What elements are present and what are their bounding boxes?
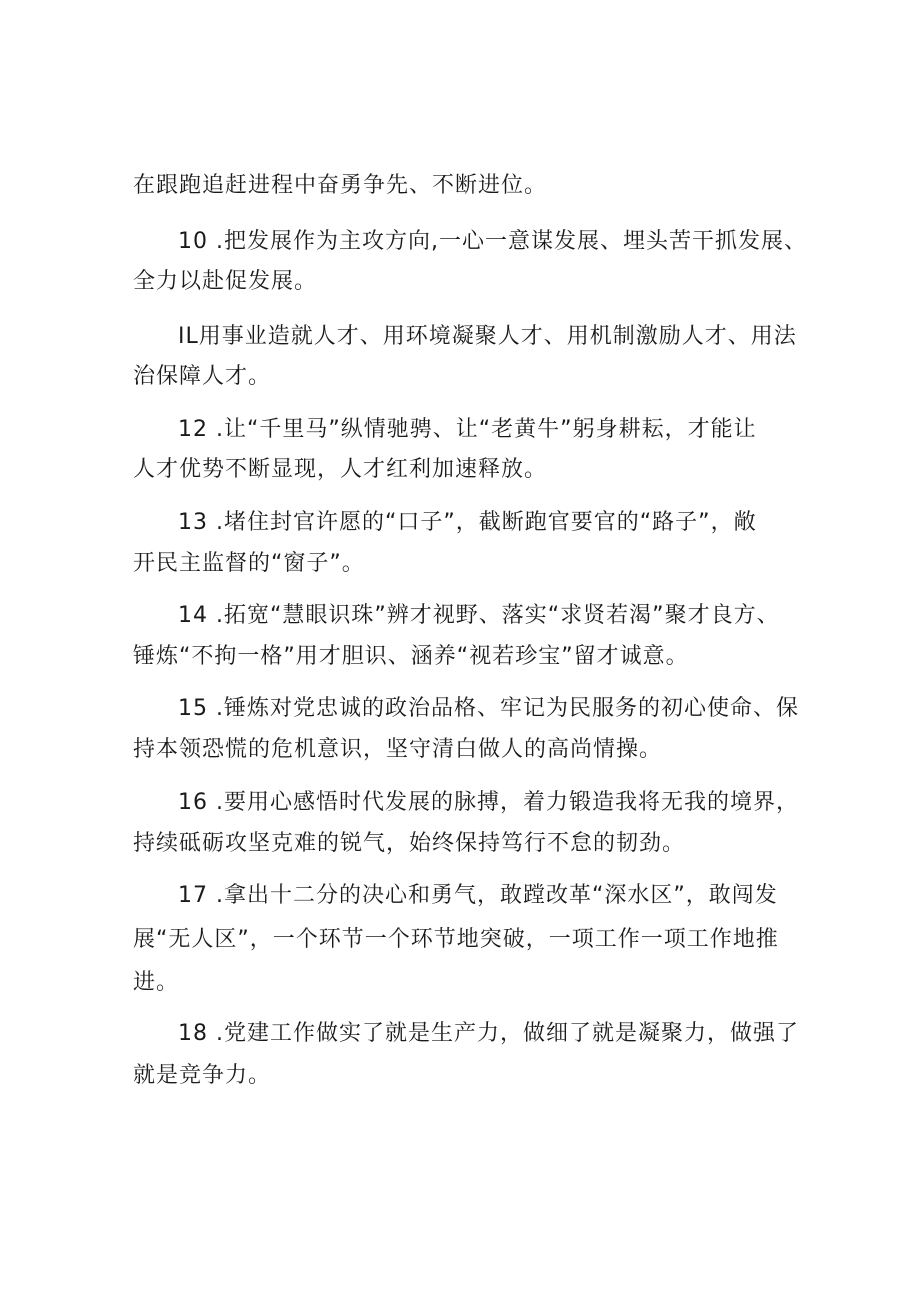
text-line [0,414,920,446]
text-line [0,880,920,912]
line-text: 14 .拓宽“慧眼识珠”辨才视野、落实“求贤若渴”聚才良方、 [178,603,780,628]
line-text: 在跟跑追赶进程中奋勇争先、不断进位。 [133,173,548,198]
line-text: 进。 [133,970,180,995]
line-text: 人才优势不断显现，人才红利加速释放。 [133,457,548,482]
text-line [0,226,920,258]
line-text: 持续砥砺攻坚克难的锐气，始终保持笃行不怠的韧劲。 [133,831,686,856]
line-text: 治保障人才。 [133,364,272,389]
text-line [0,454,920,486]
text-line [0,321,920,353]
text-line [0,967,920,999]
text-line [0,170,920,202]
line-text: 开民主监督的“窗子”。 [133,551,365,576]
line-text: 锤炼“不拘一格”用才胆识、涵养“视若珍宝”留才诚意。 [133,644,689,669]
text-line [0,266,920,298]
line-text: 就是竞争力。 [133,1063,272,1088]
line-text: 18 .党建工作做实了就是生产力，做细了就是凝聚力，做强了 [178,1021,799,1046]
text-line [0,1018,920,1050]
line-text: 持本领恐慌的危机意识，坚守清白做人的高尚情操。 [133,737,663,762]
text-line [0,641,920,673]
text-line [0,787,920,819]
line-text: 12 .让“千里马”纵情驰骋、让“老黄牛”躬身耕耘，才能让 [178,417,757,442]
text-line [0,361,920,393]
text-line [0,924,920,956]
line-text: 13 .堵住封官许愿的“口子”，截断跑官要官的“路子”，敞 [178,510,757,535]
text-line [0,734,920,766]
line-text: 全力以赴促发展。 [133,269,318,294]
line-text: 17 .拿出十二分的决心和勇气，敢蹚改革“深水区”，敢闯发 [178,883,778,908]
text-line [0,1060,920,1092]
line-text: 展“无人区”，一个环节一个环节地突破，一项工作一项工作地推 [133,927,779,952]
text-line [0,507,920,539]
text-line [0,548,920,580]
line-text: 15 .锤炼对党忠诚的政治品格、牢记为民服务的初心使命、保 [178,696,799,721]
line-text: IL用事业造就人才、用环境凝聚人才、用机制激励人才、用法 [178,324,797,349]
text-line [0,693,920,725]
line-text: 16 .要用心感悟时代发展的脉搏，着力锻造我将无我的境界， [178,790,799,815]
text-line [0,828,920,860]
text-line [0,600,920,632]
line-text: 10 .把发展作为主攻方向,一心一意谋发展、埋头苦干抓发展、 [178,229,807,254]
